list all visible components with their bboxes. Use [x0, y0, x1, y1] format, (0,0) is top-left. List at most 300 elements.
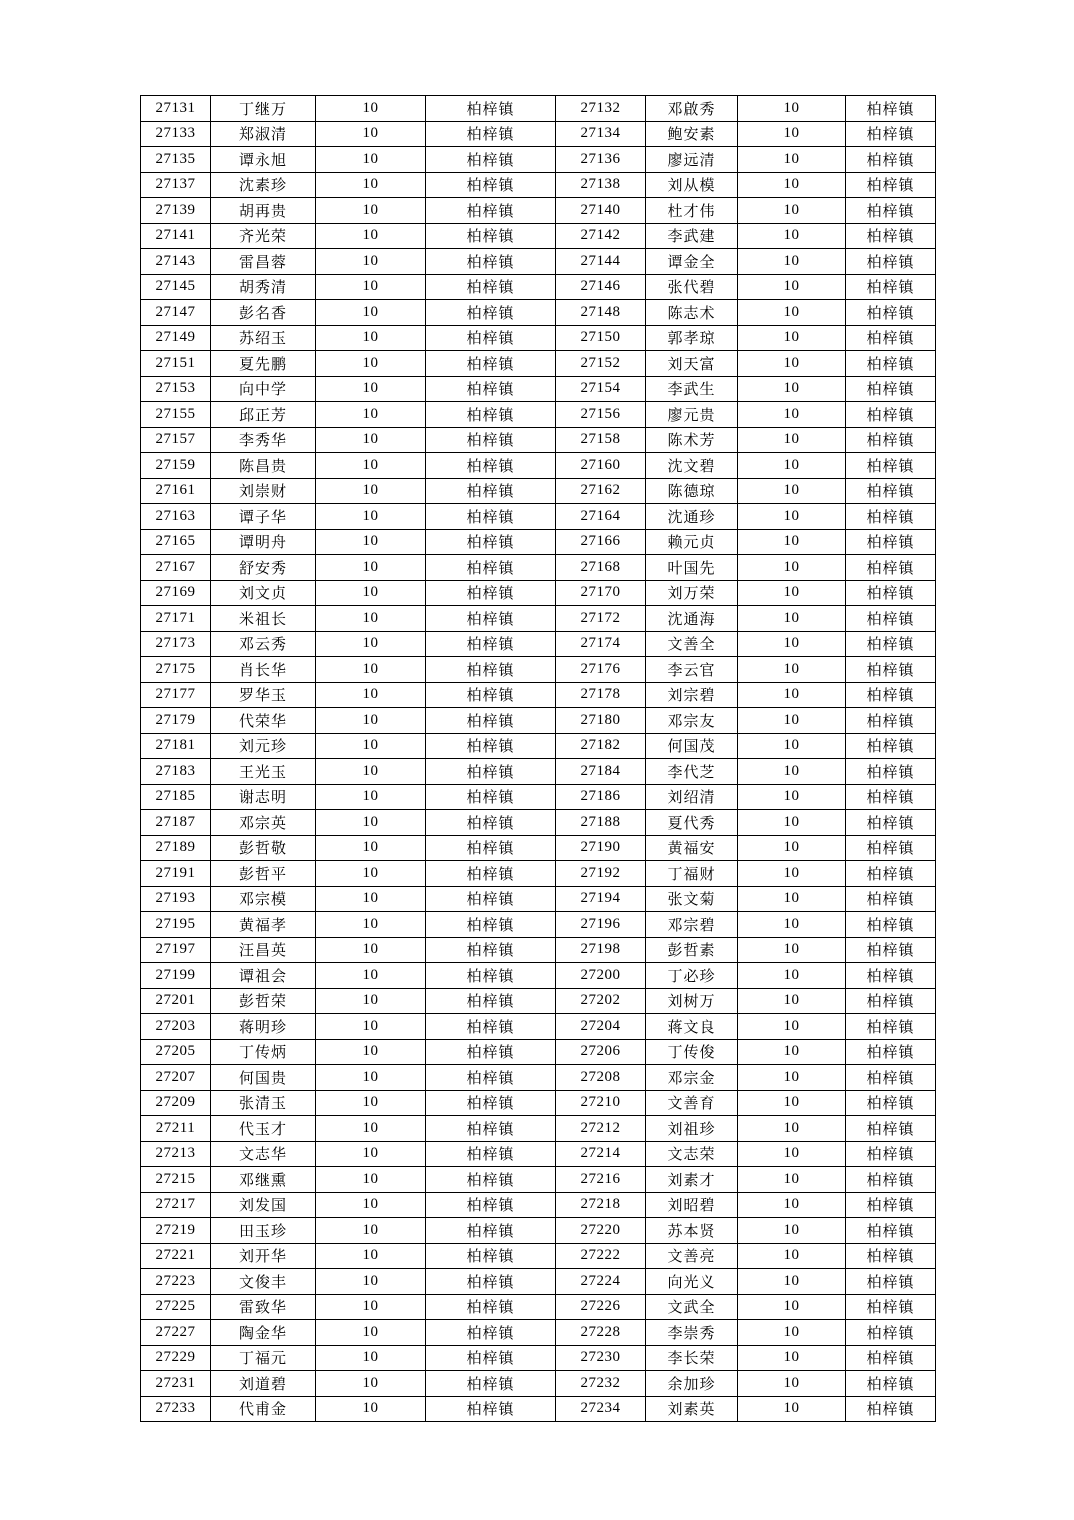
member-name-cell: 雷昌蓉 [211, 249, 316, 275]
member-name-cell: 黄福安 [646, 835, 738, 861]
member-name-cell: 李武生 [646, 376, 738, 402]
member-name-cell: 杜才伟 [646, 198, 738, 224]
member-id-cell: 27174 [556, 631, 646, 657]
town-cell: 柏梓镇 [846, 580, 936, 606]
member-id-cell: 27213 [141, 1141, 211, 1167]
town-cell: 柏梓镇 [426, 963, 556, 989]
member-id-cell: 27170 [556, 580, 646, 606]
member-id-cell: 27145 [141, 274, 211, 300]
town-cell: 柏梓镇 [846, 784, 936, 810]
member-id-cell: 27155 [141, 402, 211, 428]
member-id-cell: 27208 [556, 1065, 646, 1091]
member-id-cell: 27230 [556, 1345, 646, 1371]
member-id-cell: 27166 [556, 529, 646, 555]
member-id-cell: 27205 [141, 1039, 211, 1065]
member-name-cell: 沈通海 [646, 606, 738, 632]
town-cell: 柏梓镇 [426, 453, 556, 479]
town-cell: 柏梓镇 [426, 1065, 556, 1091]
member-id-cell: 27204 [556, 1014, 646, 1040]
town-cell: 柏梓镇 [846, 886, 936, 912]
member-id-cell: 27185 [141, 784, 211, 810]
amount-cell: 10 [738, 1116, 846, 1142]
member-name-cell: 刘开华 [211, 1243, 316, 1269]
member-id-cell: 27220 [556, 1218, 646, 1244]
member-id-cell: 27232 [556, 1371, 646, 1397]
member-name-cell: 丁福财 [646, 861, 738, 887]
member-name-cell: 文志荣 [646, 1141, 738, 1167]
member-id-cell: 27214 [556, 1141, 646, 1167]
table-row [141, 223, 936, 249]
member-name-cell: 刘万荣 [646, 580, 738, 606]
member-id-cell: 27190 [556, 835, 646, 861]
amount-cell: 10 [316, 733, 426, 759]
member-id-cell: 27198 [556, 937, 646, 963]
town-cell: 柏梓镇 [426, 784, 556, 810]
amount-cell: 10 [316, 1345, 426, 1371]
member-name-cell: 沈通珍 [646, 504, 738, 530]
town-cell: 柏梓镇 [846, 810, 936, 836]
member-id-cell: 27191 [141, 861, 211, 887]
amount-cell: 10 [738, 351, 846, 377]
town-cell: 柏梓镇 [426, 937, 556, 963]
member-id-cell: 27167 [141, 555, 211, 581]
member-name-cell: 米祖长 [211, 606, 316, 632]
member-id-cell: 27146 [556, 274, 646, 300]
table-row [141, 657, 936, 683]
town-cell: 柏梓镇 [846, 198, 936, 224]
member-name-cell: 李武建 [646, 223, 738, 249]
amount-cell: 10 [316, 937, 426, 963]
member-id-cell: 27162 [556, 478, 646, 504]
amount-cell: 10 [738, 1218, 846, 1244]
town-cell: 柏梓镇 [426, 912, 556, 938]
member-name-cell: 丁福元 [211, 1345, 316, 1371]
amount-cell: 10 [738, 682, 846, 708]
member-id-cell: 27201 [141, 988, 211, 1014]
amount-cell: 10 [738, 733, 846, 759]
table-row [141, 96, 936, 122]
town-cell: 柏梓镇 [426, 325, 556, 351]
amount-cell: 10 [738, 223, 846, 249]
member-name-cell: 廖远清 [646, 147, 738, 173]
amount-cell: 10 [316, 198, 426, 224]
table-row [141, 682, 936, 708]
member-id-cell: 27189 [141, 835, 211, 861]
town-cell: 柏梓镇 [846, 325, 936, 351]
town-cell: 柏梓镇 [846, 1269, 936, 1295]
member-id-cell: 27132 [556, 96, 646, 122]
member-id-cell: 27131 [141, 96, 211, 122]
amount-cell: 10 [316, 631, 426, 657]
member-name-cell: 陈术芳 [646, 427, 738, 453]
town-cell: 柏梓镇 [846, 1345, 936, 1371]
amount-cell: 10 [316, 1243, 426, 1269]
table-row [141, 759, 936, 785]
member-name-cell: 谭子华 [211, 504, 316, 530]
amount-cell: 10 [316, 1371, 426, 1397]
table-row [141, 810, 936, 836]
town-cell: 柏梓镇 [846, 657, 936, 683]
member-id-cell: 27163 [141, 504, 211, 530]
member-name-cell: 刘道碧 [211, 1371, 316, 1397]
member-id-cell: 27141 [141, 223, 211, 249]
town-cell: 柏梓镇 [426, 478, 556, 504]
member-name-cell: 刘树万 [646, 988, 738, 1014]
amount-cell: 10 [316, 784, 426, 810]
town-cell: 柏梓镇 [846, 529, 936, 555]
member-name-cell: 陈志术 [646, 300, 738, 326]
town-cell: 柏梓镇 [426, 1039, 556, 1065]
town-cell: 柏梓镇 [846, 912, 936, 938]
member-id-cell: 27136 [556, 147, 646, 173]
amount-cell: 10 [316, 274, 426, 300]
town-cell: 柏梓镇 [846, 1192, 936, 1218]
amount-cell: 10 [738, 657, 846, 683]
member-id-cell: 27178 [556, 682, 646, 708]
member-name-cell: 李崇秀 [646, 1320, 738, 1346]
member-id-cell: 27207 [141, 1065, 211, 1091]
table-row [141, 300, 936, 326]
member-id-cell: 27195 [141, 912, 211, 938]
member-id-cell: 27137 [141, 172, 211, 198]
member-name-cell: 文善全 [646, 631, 738, 657]
member-id-cell: 27153 [141, 376, 211, 402]
town-cell: 柏梓镇 [846, 631, 936, 657]
member-name-cell: 文善亮 [646, 1243, 738, 1269]
town-cell: 柏梓镇 [846, 427, 936, 453]
amount-cell: 10 [738, 886, 846, 912]
member-id-cell: 27182 [556, 733, 646, 759]
member-id-cell: 27188 [556, 810, 646, 836]
town-cell: 柏梓镇 [846, 172, 936, 198]
member-id-cell: 27175 [141, 657, 211, 683]
town-cell: 柏梓镇 [846, 121, 936, 147]
member-id-cell: 27158 [556, 427, 646, 453]
table-row [141, 631, 936, 657]
amount-cell: 10 [738, 631, 846, 657]
member-id-cell: 27228 [556, 1320, 646, 1346]
town-cell: 柏梓镇 [846, 504, 936, 530]
member-id-cell: 27221 [141, 1243, 211, 1269]
member-name-cell: 刘天富 [646, 351, 738, 377]
member-name-cell: 刘宗碧 [646, 682, 738, 708]
amount-cell: 10 [316, 1090, 426, 1116]
member-name-cell: 刘素才 [646, 1167, 738, 1193]
town-cell: 柏梓镇 [846, 453, 936, 479]
amount-cell: 10 [738, 96, 846, 122]
amount-cell: 10 [316, 1039, 426, 1065]
amount-cell: 10 [738, 1396, 846, 1422]
town-cell: 柏梓镇 [846, 1167, 936, 1193]
amount-cell: 10 [316, 682, 426, 708]
member-name-cell: 彭名香 [211, 300, 316, 326]
member-id-cell: 27183 [141, 759, 211, 785]
amount-cell: 10 [316, 300, 426, 326]
town-cell: 柏梓镇 [846, 606, 936, 632]
table-row [141, 784, 936, 810]
member-id-cell: 27169 [141, 580, 211, 606]
member-name-cell: 丁传炳 [211, 1039, 316, 1065]
member-name-cell: 谭明舟 [211, 529, 316, 555]
member-name-cell: 邓宗模 [211, 886, 316, 912]
town-cell: 柏梓镇 [426, 1269, 556, 1295]
amount-cell: 10 [738, 1371, 846, 1397]
member-id-cell: 27173 [141, 631, 211, 657]
town-cell: 柏梓镇 [846, 835, 936, 861]
town-cell: 柏梓镇 [846, 147, 936, 173]
amount-cell: 10 [316, 504, 426, 530]
amount-cell: 10 [316, 1141, 426, 1167]
member-id-cell: 27223 [141, 1269, 211, 1295]
member-name-cell: 胡再贵 [211, 198, 316, 224]
town-cell: 柏梓镇 [426, 198, 556, 224]
table-row [141, 1320, 936, 1346]
roster-table [140, 95, 936, 1422]
member-id-cell: 27211 [141, 1116, 211, 1142]
table-row [141, 478, 936, 504]
amount-cell: 10 [316, 121, 426, 147]
member-name-cell: 苏本贤 [646, 1218, 738, 1244]
member-name-cell: 赖元贞 [646, 529, 738, 555]
town-cell: 柏梓镇 [426, 249, 556, 275]
table-row [141, 1243, 936, 1269]
member-name-cell: 刘祖珍 [646, 1116, 738, 1142]
member-name-cell: 夏代秀 [646, 810, 738, 836]
member-name-cell: 谭祖会 [211, 963, 316, 989]
town-cell: 柏梓镇 [846, 988, 936, 1014]
amount-cell: 10 [316, 912, 426, 938]
amount-cell: 10 [316, 1396, 426, 1422]
member-name-cell: 邓啟秀 [646, 96, 738, 122]
member-name-cell: 刘元珍 [211, 733, 316, 759]
amount-cell: 10 [738, 759, 846, 785]
member-id-cell: 27218 [556, 1192, 646, 1218]
member-name-cell: 彭哲敬 [211, 835, 316, 861]
town-cell: 柏梓镇 [426, 504, 556, 530]
amount-cell: 10 [316, 606, 426, 632]
amount-cell: 10 [316, 657, 426, 683]
amount-cell: 10 [738, 1192, 846, 1218]
member-id-cell: 27150 [556, 325, 646, 351]
table-row [141, 708, 936, 734]
amount-cell: 10 [738, 580, 846, 606]
member-name-cell: 邓云秀 [211, 631, 316, 657]
table-row [141, 912, 936, 938]
member-name-cell: 张清玉 [211, 1090, 316, 1116]
town-cell: 柏梓镇 [426, 1371, 556, 1397]
member-name-cell: 邱正芳 [211, 402, 316, 428]
amount-cell: 10 [738, 1039, 846, 1065]
town-cell: 柏梓镇 [846, 249, 936, 275]
member-name-cell: 陈昌贵 [211, 453, 316, 479]
member-name-cell: 雷致华 [211, 1294, 316, 1320]
table-row [141, 504, 936, 530]
town-cell: 柏梓镇 [426, 300, 556, 326]
town-cell: 柏梓镇 [846, 300, 936, 326]
member-name-cell: 丁必珍 [646, 963, 738, 989]
town-cell: 柏梓镇 [426, 1090, 556, 1116]
member-id-cell: 27222 [556, 1243, 646, 1269]
town-cell: 柏梓镇 [426, 606, 556, 632]
table-row [141, 1218, 936, 1244]
member-name-cell: 罗华玉 [211, 682, 316, 708]
table-row [141, 172, 936, 198]
amount-cell: 10 [738, 453, 846, 479]
amount-cell: 10 [738, 1345, 846, 1371]
member-name-cell: 廖元贵 [646, 402, 738, 428]
table-row [141, 1269, 936, 1295]
member-id-cell: 27231 [141, 1371, 211, 1397]
member-name-cell: 张代碧 [646, 274, 738, 300]
member-name-cell: 文俊丰 [211, 1269, 316, 1295]
member-name-cell: 文武全 [646, 1294, 738, 1320]
amount-cell: 10 [316, 351, 426, 377]
member-name-cell: 蒋明珍 [211, 1014, 316, 1040]
member-id-cell: 27203 [141, 1014, 211, 1040]
amount-cell: 10 [738, 504, 846, 530]
town-cell: 柏梓镇 [846, 1320, 936, 1346]
amount-cell: 10 [738, 198, 846, 224]
member-id-cell: 27134 [556, 121, 646, 147]
member-name-cell: 张文菊 [646, 886, 738, 912]
member-name-cell: 黄福孝 [211, 912, 316, 938]
town-cell: 柏梓镇 [846, 1039, 936, 1065]
amount-cell: 10 [316, 223, 426, 249]
town-cell: 柏梓镇 [846, 1141, 936, 1167]
member-id-cell: 27229 [141, 1345, 211, 1371]
town-cell: 柏梓镇 [426, 427, 556, 453]
amount-cell: 10 [316, 1065, 426, 1091]
member-id-cell: 27139 [141, 198, 211, 224]
amount-cell: 10 [738, 937, 846, 963]
town-cell: 柏梓镇 [846, 682, 936, 708]
table-row [141, 427, 936, 453]
amount-cell: 10 [316, 376, 426, 402]
member-id-cell: 27234 [556, 1396, 646, 1422]
member-name-cell: 刘文贞 [211, 580, 316, 606]
amount-cell: 10 [738, 376, 846, 402]
amount-cell: 10 [738, 810, 846, 836]
member-id-cell: 27138 [556, 172, 646, 198]
member-id-cell: 27176 [556, 657, 646, 683]
member-id-cell: 27152 [556, 351, 646, 377]
amount-cell: 10 [316, 835, 426, 861]
member-name-cell: 丁传俊 [646, 1039, 738, 1065]
member-id-cell: 27224 [556, 1269, 646, 1295]
member-name-cell: 刘绍清 [646, 784, 738, 810]
town-cell: 柏梓镇 [846, 1294, 936, 1320]
amount-cell: 10 [738, 963, 846, 989]
table-row [141, 1396, 936, 1422]
amount-cell: 10 [316, 453, 426, 479]
member-id-cell: 27180 [556, 708, 646, 734]
town-cell: 柏梓镇 [846, 478, 936, 504]
amount-cell: 10 [316, 886, 426, 912]
member-id-cell: 27149 [141, 325, 211, 351]
amount-cell: 10 [738, 861, 846, 887]
member-name-cell: 邓宗友 [646, 708, 738, 734]
town-cell: 柏梓镇 [846, 861, 936, 887]
amount-cell: 10 [738, 606, 846, 632]
town-cell: 柏梓镇 [426, 555, 556, 581]
table-row [141, 1192, 936, 1218]
member-name-cell: 李代芝 [646, 759, 738, 785]
amount-cell: 10 [738, 988, 846, 1014]
member-id-cell: 27165 [141, 529, 211, 555]
member-name-cell: 郑淑清 [211, 121, 316, 147]
member-name-cell: 叶国先 [646, 555, 738, 581]
amount-cell: 10 [316, 1014, 426, 1040]
member-id-cell: 27144 [556, 249, 646, 275]
member-id-cell: 27197 [141, 937, 211, 963]
member-id-cell: 27168 [556, 555, 646, 581]
member-id-cell: 27210 [556, 1090, 646, 1116]
member-id-cell: 27193 [141, 886, 211, 912]
amount-cell: 10 [738, 249, 846, 275]
town-cell: 柏梓镇 [846, 1243, 936, 1269]
amount-cell: 10 [316, 861, 426, 887]
member-name-cell: 文善育 [646, 1090, 738, 1116]
amount-cell: 10 [738, 1167, 846, 1193]
member-id-cell: 27147 [141, 300, 211, 326]
amount-cell: 10 [738, 1141, 846, 1167]
amount-cell: 10 [316, 249, 426, 275]
member-name-cell: 舒安秀 [211, 555, 316, 581]
member-id-cell: 27154 [556, 376, 646, 402]
member-id-cell: 27202 [556, 988, 646, 1014]
member-name-cell: 蒋文良 [646, 1014, 738, 1040]
amount-cell: 10 [738, 427, 846, 453]
amount-cell: 10 [738, 402, 846, 428]
member-id-cell: 27233 [141, 1396, 211, 1422]
member-name-cell: 沈文碧 [646, 453, 738, 479]
member-name-cell: 刘素英 [646, 1396, 738, 1422]
table-row [141, 1345, 936, 1371]
member-name-cell: 李秀华 [211, 427, 316, 453]
town-cell: 柏梓镇 [426, 861, 556, 887]
table-row [141, 733, 936, 759]
table-row [141, 1294, 936, 1320]
member-id-cell: 27171 [141, 606, 211, 632]
member-name-cell: 苏绍玉 [211, 325, 316, 351]
town-cell: 柏梓镇 [426, 657, 556, 683]
town-cell: 柏梓镇 [426, 1116, 556, 1142]
town-cell: 柏梓镇 [426, 580, 556, 606]
amount-cell: 10 [738, 529, 846, 555]
amount-cell: 10 [738, 147, 846, 173]
town-cell: 柏梓镇 [846, 351, 936, 377]
member-id-cell: 27179 [141, 708, 211, 734]
member-id-cell: 27143 [141, 249, 211, 275]
roster-table-body [141, 96, 936, 1422]
member-name-cell: 陶金华 [211, 1320, 316, 1346]
town-cell: 柏梓镇 [426, 631, 556, 657]
amount-cell: 10 [738, 1294, 846, 1320]
table-row [141, 988, 936, 1014]
member-name-cell: 刘发国 [211, 1192, 316, 1218]
member-name-cell: 向中学 [211, 376, 316, 402]
town-cell: 柏梓镇 [426, 988, 556, 1014]
table-row [141, 121, 936, 147]
member-id-cell: 27156 [556, 402, 646, 428]
town-cell: 柏梓镇 [846, 733, 936, 759]
amount-cell: 10 [316, 1269, 426, 1295]
amount-cell: 10 [316, 427, 426, 453]
table-row [141, 1116, 936, 1142]
town-cell: 柏梓镇 [426, 376, 556, 402]
member-name-cell: 李云官 [646, 657, 738, 683]
member-id-cell: 27215 [141, 1167, 211, 1193]
